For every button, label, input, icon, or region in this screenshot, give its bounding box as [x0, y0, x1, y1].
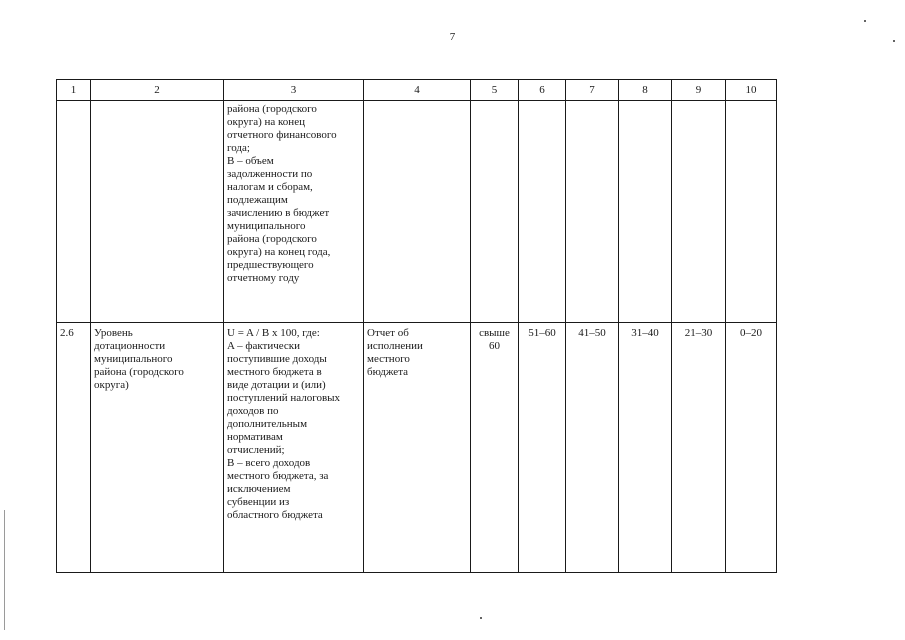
table-row [57, 101, 777, 323]
value-cell-6: 51–60 [519, 323, 566, 573]
formula-line: района (городского [227, 103, 317, 115]
value-cell-7: 41–50 [566, 323, 619, 573]
formula-line: года; [227, 142, 250, 154]
value-cell-9: 21–30 [672, 323, 726, 573]
formula-line: района (городского [227, 233, 317, 245]
table-cell [519, 101, 566, 323]
formula-line: областного бюджета [227, 509, 323, 521]
indicator-name-cell [91, 323, 224, 573]
header-cell: 3 [224, 80, 364, 101]
formula-line: зачислению в бюджет [227, 207, 330, 219]
table-cell [91, 101, 224, 323]
value-line: свыше [479, 327, 510, 339]
formula-line: нормативам [227, 431, 283, 443]
formula-line: предшествующего [227, 259, 314, 271]
header-cell: 2 [91, 80, 224, 101]
formula-line: доходов по [227, 405, 279, 417]
header-cell: 6 [519, 80, 566, 101]
scan-speck [480, 617, 482, 619]
indicator-line: дотационности [94, 340, 166, 352]
formula-line: субвенции из [227, 496, 290, 508]
value-cell-8: 31–40 [619, 323, 672, 573]
formula-line: округа) на конец года, [227, 246, 331, 258]
formula-line: округа) на конец [227, 116, 305, 128]
source-line: Отчет об [367, 327, 409, 339]
indicator-line: округа) [94, 379, 129, 391]
row-number: 2.6 [57, 323, 91, 573]
table-cell [726, 101, 777, 323]
formula-line: поступившие доходы [227, 353, 327, 365]
header-cell: 10 [726, 80, 777, 101]
formula-line: дополнительным [227, 418, 308, 430]
formula-line: виде дотации и (или) [227, 379, 326, 391]
formula-cell [224, 323, 364, 573]
value-line: 60 [489, 340, 500, 352]
page-number: 7 [449, 31, 456, 43]
source-line: бюджета [367, 366, 409, 378]
source-line: исполнении [367, 340, 423, 352]
table-row [57, 323, 777, 573]
formula-line: местного бюджета, за [227, 470, 329, 482]
formula-line: отчетного финансового [227, 129, 337, 141]
source-line: местного [367, 353, 410, 365]
formula-line: B – всего доходов [227, 457, 311, 469]
table-header-row [57, 80, 777, 101]
scan-edge-mark [4, 510, 5, 630]
formula-line: U = A / B x 100, где: [227, 327, 320, 339]
source-cell [364, 323, 471, 573]
formula-line: местного бюджета в [227, 366, 322, 378]
scan-speck [893, 40, 895, 42]
formula-line: отчислений; [227, 444, 285, 456]
formula-line: поступлений налоговых [227, 392, 341, 404]
header-cell: 9 [672, 80, 726, 101]
table-cell [471, 101, 519, 323]
indicator-table [56, 79, 777, 573]
formula-line: муниципального [227, 220, 306, 232]
indicator-line: Уровень [94, 327, 133, 339]
formula-line: налогам и сборам, [227, 181, 313, 193]
header-cell: 7 [566, 80, 619, 101]
formula-cell [224, 101, 364, 323]
header-cell: 5 [471, 80, 519, 101]
header-cell: 8 [619, 80, 672, 101]
formula-line: исключением [227, 483, 291, 495]
table-cell [619, 101, 672, 323]
formula-line: отчетному году [227, 272, 300, 284]
formula-line: A – фактически [227, 340, 301, 352]
table-cell [566, 101, 619, 323]
table-cell [364, 101, 471, 323]
table-cell [672, 101, 726, 323]
scan-speck [864, 20, 866, 22]
table-cell [57, 101, 91, 323]
indicator-line: муниципального [94, 353, 173, 365]
indicator-line: района (городского [94, 366, 184, 378]
formula-line: задолженности по [227, 168, 313, 180]
value-cell-10: 0–20 [726, 323, 777, 573]
formula-line: B – объем [227, 155, 274, 167]
value-cell-5 [471, 323, 519, 573]
header-cell: 1 [57, 80, 91, 101]
header-cell: 4 [364, 80, 471, 101]
formula-line: подлежащим [227, 194, 288, 206]
